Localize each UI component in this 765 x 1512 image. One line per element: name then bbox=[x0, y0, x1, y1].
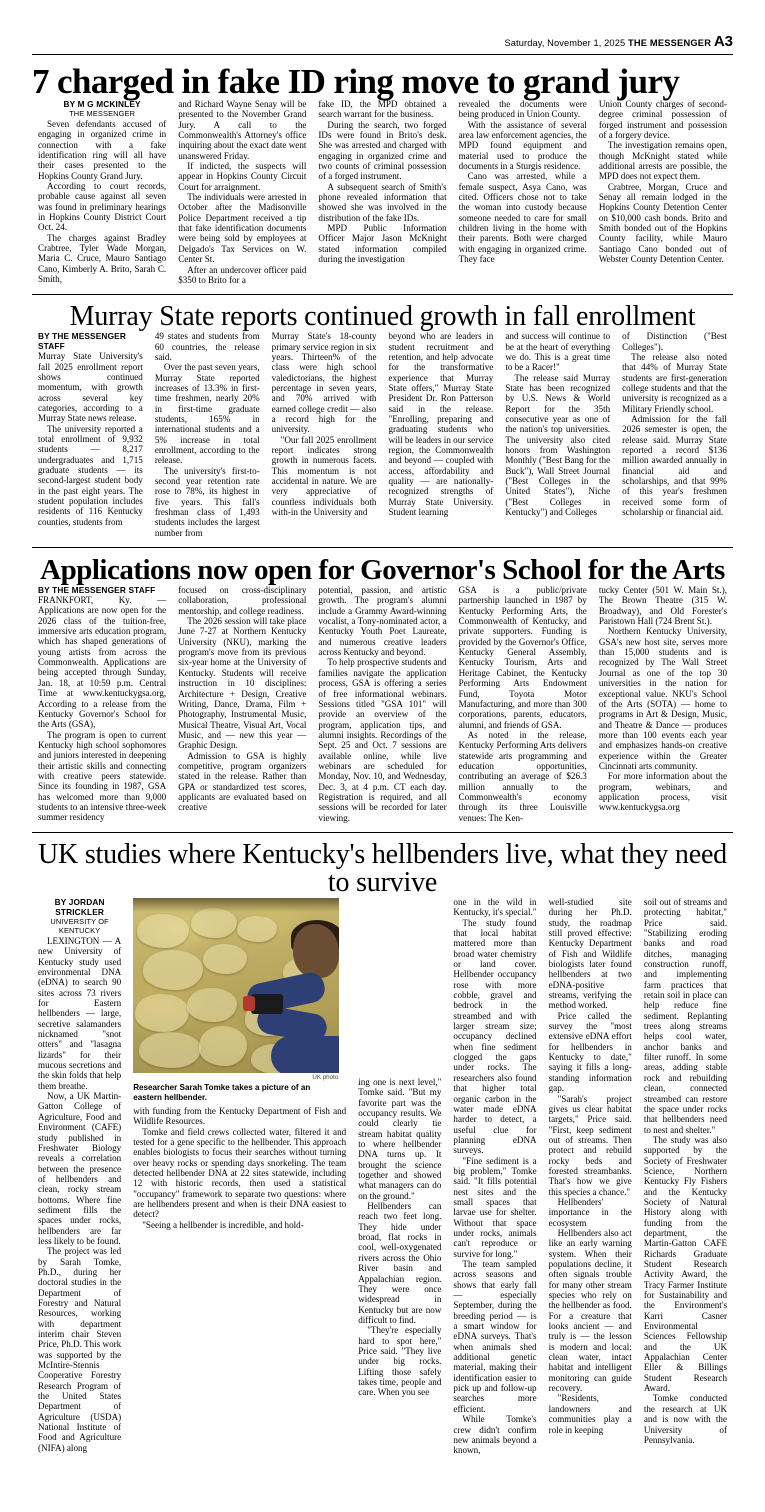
column-4-6 bbox=[638, 897, 733, 1456]
paragraph: Admission to GSA is highly competitive, program organizers stated in the release. Rather than GPA or standardized test scores, applicants are evaluated based on creative bbox=[178, 750, 307, 813]
paragraph: Murray State's 18-county primary service region in six years. Thirteen% of the class were high school valedictorians, the highest percentage in seven years, and 70% arrived with earned college credit — also a record high for the university. bbox=[271, 331, 377, 435]
paragraph: Seven defendants accused of engaging in organized crime in connection with a fake identification ring will all have their cases presented to the Hopkins County Grand Jury. bbox=[38, 119, 167, 181]
paragraph: Cano was arrested, while a female suspect, Asya Cano, was cited. Officers chose not to take the woman into custody because someone needed to care for small children living in the home with their parents. Both were charged with engaging in organized crime. They face bbox=[458, 171, 587, 265]
paragraph: The individuals were arrested in October after the Madisonville Police Department received a tip that fake identification documents were being sold by employees at Delgado's Tax Services on W. Center St. bbox=[178, 192, 307, 265]
byline-org-1: THE MESSENGER bbox=[69, 109, 136, 118]
paragraph: tucky Center (501 W. Main St.), The Brown Theatre (315 W. Broadway), and Old Forester's Paristown Hall (724 Brent St.). bbox=[598, 585, 728, 627]
headline-hellbenders: UK studies where Kentucky's hellbenders live, what they need to survive bbox=[38, 838, 727, 898]
paragraph: For more information about the program, webinars, and application process, visit www.kentuckygsa.org bbox=[598, 771, 728, 813]
column-1-3 bbox=[312, 99, 452, 285]
paragraph: Tomke conducted the research at UK and is now with the University of Pennsylvania. bbox=[643, 1393, 728, 1445]
article-governors-school bbox=[32, 556, 733, 823]
article-photo-block bbox=[133, 898, 339, 1103]
paragraph: The project was led by Sarah Tomke, Ph.D., during her doctoral studies in the Department of Forestry and Natural Resources, working with department interim chair Steven Price, Ph.D. This work was supported by the McIntire-Stennis Cooperative Forestry Research Program of the United States Department of Agriculture (USDA) National Institute of Food and Agriculture (NIFA) along bbox=[38, 1246, 122, 1453]
article-hellbenders bbox=[32, 838, 733, 1456]
column-2-4 bbox=[382, 331, 499, 538]
paragraph: GSA is a public/private partnership launched in 1987 by Kentucky Performing Arts, the Commonwealth of Kentucky, and private supporters. Funding is provided by the Governor's Office, Kentucky General Assembly, Kentucky Tourism, Arts and Heritage Cabinet, the Kentucky Performing Arts Endowment Fund, Toyota Motor Manufacturing, and more than 300 corporations, parents, educators, alumni, and friends of GSA. bbox=[458, 585, 587, 730]
paragraph: MPD Public Information Officer Major Jason McKnight stated information compiled during the investigation bbox=[318, 223, 447, 265]
paragraph: After an undercover officer paid $350 to Brito for a bbox=[178, 264, 307, 285]
masthead bbox=[32, 0, 733, 50]
byline-org-4: UNIVERSITY OF KENTUCKY bbox=[50, 916, 109, 935]
paragraph: The study found that local habitat mattered more than broad water chemistry or land cover. Hellbender occupancy rose with more cobble, gravel and bedrock in the streambed and with larger stream size; occupancy declined when fine sediment clogged the gaps under rocks. The researchers also found that higher total organic carbon in the water made eDNA harder to detect, a useful clue for planning eDNA surveys. bbox=[453, 917, 537, 1156]
paragraph: well-studied site during her Ph.D. study, the roadmap still proved effective: Kentucky Department of Fish and Wildlife biologists later found hellbenders at two eDNA-positive streams, verifying the method worked. bbox=[548, 896, 632, 1011]
paragraph: Over the past seven years, Murray State reported increases of 13.3% in first-time freshmen, nearly 20% in first-time graduate students, 165% in international students and a 5% increase in total enrollment, according to the release. bbox=[154, 362, 260, 466]
paragraph: The program is open to current Kentucky high school sophomores and juniors interested in deepening their artistic skills and connecting with creative peers statewide. Since its founding in 1987, GSA has welcomed more than 9,000 students to an intensive three-week summer residency bbox=[38, 729, 167, 823]
paragraph: with funding from the Kentucky Department of Fish and Wildlife Resources. bbox=[133, 1105, 347, 1127]
masthead-paper-name: THE MESSENGER bbox=[627, 38, 712, 48]
article-columns-4 bbox=[32, 897, 733, 1456]
column-1-5 bbox=[593, 99, 733, 285]
paragraph: one in the wild in Kentucky, it's special." bbox=[453, 896, 537, 918]
column-1-4 bbox=[453, 99, 593, 285]
paragraph: The study was also supported by the Society of Freshwater Science, Northern Kentucky Fly Fishers and the Kentucky Society of Natural History along with funding from the department, the Martin-Gatton CAFE Richards Graduate Student Research Activity Award, the Tracy Farmer Institute for Sustainability and the Environment's Karri Casner Environmental Sciences Fellowship and the UK Appalachian Center Eller & Billings Student Research Award. bbox=[643, 1134, 728, 1394]
column-4-5 bbox=[543, 897, 638, 1456]
section-divider bbox=[32, 294, 733, 295]
paragraph: According to court records, probable cause against all seven was found in preliminary hearings in Hopkins County District Court Oct. 24. bbox=[38, 181, 167, 233]
paragraph: soil out of streams and protecting habitat," Price said. "Stabilizing eroding banks and road ditches, managing construction runoff, and implementing farm practices that retain soil in place can help reduce fine sediment. Replanting trees along streams helps cool water, anchor banks and filter runoff. In some areas, adding stable rock and rebuilding clean, connected streambed can restore the space under rocks that hellbenders need to nest and shelter." bbox=[643, 896, 728, 1135]
paragraph: "Our fall 2025 enrollment report indicates strong growth in numerous facets. This momentum is not accidental in nature. We are very appreciative of countless individuals both with-in the University and bbox=[271, 434, 377, 518]
masthead-rule bbox=[32, 54, 733, 55]
article-columns-2 bbox=[32, 331, 733, 538]
column-2-2 bbox=[149, 331, 266, 538]
paragraph: Now, a UK Martin-Gatton College of Agriculture, Food and Environment (CAFE) study published in Freshwater Biology reveals a correlation between the presence of hellbenders and clean, rocky stream bottoms. Where fine sediment fills the spaces under rocks, hellbenders are far less likely to be found. bbox=[38, 1091, 122, 1246]
paragraph: Hellbenders also act like an early warning system. When their populations decline, it often signals trouble for many other stream species who rely on the hellbender as food. For a creature that looks ancient — and truly is — the lesson is modern and local: clean water, intact habitat and intelligent monitoring can guide recovery. bbox=[548, 1227, 632, 1394]
paragraph: fake ID, the MPD obtained a search warrant for the business. bbox=[318, 99, 447, 120]
masthead-date: Saturday, November 1, 2025 bbox=[504, 38, 626, 48]
paragraph: With the assistance of several area law enforcement agencies, the MPD found equipment and material used to produce the documents in a Sturgis residence. bbox=[458, 119, 587, 172]
column-2-6 bbox=[616, 331, 733, 538]
column-3-4 bbox=[453, 585, 593, 823]
paragraph: Admission for the fall 2026 semester is open, the release said. Murray State reported a record $136 million awarded annually in financial aid and scholarships, and that 99% of this year's freshmen received some form of scholarship or financial aid. bbox=[622, 413, 727, 518]
paragraph: "Residents, landowners and communities play a role in keeping bbox=[548, 1393, 632, 1435]
column-3-3 bbox=[312, 585, 452, 823]
paragraph: The university reported a total enrollment of 9,932 students — 8,217 undergraduates and 1,715 graduate students — its second-largest student body in the past eight years. The student population includes residents of 116 Kentucky counties, students from bbox=[38, 423, 143, 527]
paragraph: Union County charges of second-degree criminal possession of forged instrument and possession of a forgery device. bbox=[598, 99, 728, 141]
camera-body bbox=[251, 994, 283, 1014]
stream-researcher-photo bbox=[133, 898, 339, 1073]
column-4-2 bbox=[127, 897, 352, 1456]
byline-author-2: BY THE MESSENGER STAFF bbox=[38, 331, 126, 352]
column-2-3 bbox=[266, 331, 383, 538]
paragraph: The release also noted that 44% of Murray State students are first-generation college students and that the university is recognized as a Military Friendly school. bbox=[622, 351, 727, 414]
paragraph: The university's first-to-second year retention rate rose to 78%, its highest in five years. This fall's freshman class of 1,493 students includes the largest number from bbox=[154, 465, 260, 538]
column-1-2 bbox=[172, 99, 312, 285]
article-murray-state bbox=[32, 303, 733, 538]
column-2-5 bbox=[499, 331, 616, 538]
paragraph: If indicted, the suspects will appear in Hopkins County Circuit Court for arraignment. bbox=[178, 161, 307, 192]
paragraph: FRANKFORT, Ky. — Applications are now open for the 2026 class of the tuition-free, immersive arts education program, which has shaped generations of young artists from across the Commonwealth. Applications are being accepted through Sunday, Jan. 18, at 10:59 p.m. Central Time at www.kentuckygsa.org, According to a release from the Kentucky Governor's School for the Arts (GSA), bbox=[38, 595, 167, 730]
paragraph: and success will continue to be at the heart of everything we do. This is a great time to be a Racer!" bbox=[505, 331, 611, 373]
headline-murray-state: Murray State reports continued growth in fall enrollment bbox=[69, 301, 696, 333]
researcher-head bbox=[293, 924, 339, 978]
paragraph: of Distinction ("Best Colleges"). bbox=[622, 331, 727, 352]
paragraph: focused on cross-disciplinary collaboration, professional mentorship, and college readiness. bbox=[178, 585, 307, 616]
camera-lens bbox=[243, 996, 255, 1011]
paragraph: Hellbenders' importance in the ecosystem bbox=[548, 1196, 632, 1228]
paragraph: potential, passion, and artistic growth. The program's alumni include a Grammy Award-winning vocalist, a Tony-nominated actor, a Kentucky Youth Poet Laureate, and numerous creative leaders across Kentucky and beyond. bbox=[318, 585, 447, 658]
byline-author-1: BY M G MCKINLEY bbox=[63, 99, 141, 109]
photo-credit: UK photo bbox=[312, 1073, 339, 1081]
photo-top-shadow bbox=[133, 898, 339, 912]
section-divider bbox=[32, 547, 733, 548]
paragraph: and Richard Wayne Senay will be presented to the November Grand Jury. A call to the Commonwealth's Attorney's office inquiring about the exact date went unanswered Friday. bbox=[178, 99, 307, 161]
masthead-page-number: A3 bbox=[713, 33, 733, 50]
paragraph: Murray State University's fall 2025 enrollment report shows continued momentum, with growth across several key categories, according to a Murray State news release. bbox=[38, 351, 143, 424]
paragraph: LEXINGTON — A new University of Kentucky study used environmental DNA (eDNA) to search 90 sites across 73 rivers for Eastern hellbenders — large, secretive salamanders nicknamed "snot otters" and "lasagna lizards" for their mucous secretions and the skin folds that help them breathe. bbox=[38, 935, 122, 1091]
paragraph: The 2026 session will take place June 7-27 at Northern Kentucky University (NKU), marking the program's move from its previous six-year home at the University of Kentucky. Students will receive instruction in 10 disciplines: Architecture + Design, Creative Writing, Dance, Drama, Film + Photography, Instrumental Music, Musical Theatre, Visual Art, Vocal Music, and — new this year — Graphic Design. bbox=[178, 616, 307, 751]
section-divider bbox=[32, 832, 733, 833]
paragraph: Hellbenders can reach two feet long. They hide under broad, flat rocks in cool, well-oxygenated rivers across the Ohio River basin and Appalachian region. They were once widespread in Kentucky but are now difficult to find. bbox=[358, 1201, 442, 1325]
paragraph: During the search, two forged IDs were found in Brito's desk. She was arrested and charged with engaging in organized crime and two counts of criminal possession of a forged instrument. bbox=[318, 119, 447, 182]
column-3-5 bbox=[593, 585, 733, 823]
photo-caption: Researcher Sarah Tomke takes a picture of an eastern hellbender. bbox=[133, 1082, 311, 1102]
paragraph: Northern Kentucky University, GSA's new host site, serves more than 15,000 students and is recognized by The Wall Street Journal as one of the top 30 universities in the nation for exceptional value. NKU's School of the Arts (SOTA) — home to programs in Art & Design, Music, and Theatre & Dance — produces more than 100 events each year and emphasizes hands-on creative experience within the Greater Cincinnati arts community. bbox=[598, 626, 728, 771]
paragraph: The release said Murray State has been recognized by U.S. News & World Report for the 35th consecutive year as one of the nation's top universities. The university also cited honors from Washington Monthly ("Best Bang for the Buck"), Wall Street Journal ("Best Colleges in the United States"), Niche ("Best Colleges in Kentucky") and Colleges bbox=[505, 372, 611, 518]
paragraph: As noted in the release, Kentucky Performing Arts delivers statewide arts programming and education opportunities, contributing an average of $26.3 million annually to the Commonwealth's economy through its three Louisville venues: The Ken- bbox=[458, 729, 587, 823]
paragraph: Tomke and field crews collected water, filtered it and tested for a gene specific to the hellbender. This approach enables biologists to focus their searches without turning over heavy rocks or spending days snorkeling. The team detected hellbender DNA at 22 sites statewide, including 12 with historic records, then used a statistical "occupancy" framework to separate two questions: where are hellbenders present and when is their DNA easiest to detect? bbox=[133, 1126, 347, 1220]
paragraph: The charges against Bradley Crabtree, Tyler Wade Morgan, Maria C. Cruce, Mauro Santiago Cano, Kimberly A. Brito, Sarah C. Smith, bbox=[38, 232, 167, 285]
paragraph: The investigation remains open, though McKnight stated while additional arrests are possible, the MPD does not expect them. bbox=[598, 140, 728, 182]
paragraph: Crabtree, Morgan, Cruce and Senay all remain lodged in the Hopkins County Detention Center on $10,000 cash bonds. Brito and Smith bonded out of the Hopkins County facility, while Mauro Santiago Cano bonded out of Webster County Detention Center. bbox=[598, 181, 728, 265]
paragraph: While Tomke's crew didn't confirm new animals beyond a known, bbox=[453, 1414, 537, 1456]
column-3-1 bbox=[32, 585, 172, 823]
paragraph: A subsequent search of Smith's phone revealed information that showed she was involved in the distribution of the fake IDs. bbox=[318, 181, 447, 223]
paragraph: To help prospective students and families navigate the application process, GSA is offering a series of free informational webinars. Sessions titled "GSA 101" will provide an overview of the program, application tips, and alumni insights. Recordings of the Sept. 25 and Oct. 7 sessions are available online, while live webinars are scheduled for Monday, Nov. 10, and Wednesday, Dec. 3, at 4 p.m. CT each day. Registration is required, and all sessions will be recorded for later viewing. bbox=[318, 657, 447, 823]
column-4-1 bbox=[32, 897, 127, 1456]
researcher-torso bbox=[271, 1036, 339, 1073]
column-3-2 bbox=[172, 585, 312, 823]
article-columns-1 bbox=[32, 99, 733, 285]
paragraph: "Sarah's project gives us clear habitat targets," Price said. "First, keep sediment out of streams. Then protect and rebuild rocky beds and forested streambanks. That's how we give this species a chance." bbox=[548, 1093, 632, 1197]
article-fake-id-ring bbox=[32, 64, 733, 285]
column-1-1 bbox=[32, 99, 172, 285]
column-4-4 bbox=[447, 897, 542, 1456]
paragraph: "Fine sediment is a big problem," Tomke said. "It fills potential nest sites and the small spaces that larvae use for shelter. Without that space under rocks, animals can't reproduce or survive for long." bbox=[453, 1155, 537, 1259]
paragraph: The team sampled across seasons and shows that early fall — especially September, during the breeding period — is a smart window for eDNA surveys. That's when animals shed additional genetic material, making their identification easier to pick up and follow-up searches more efficient. bbox=[453, 1259, 537, 1414]
headline-governors-school: Applications now open for Governor's School for the Arts bbox=[40, 554, 725, 587]
paragraph: "Seeing a hellbender is incredible, and hold- bbox=[142, 1219, 304, 1230]
paragraph: revealed the documents were being produced in Union County. bbox=[458, 99, 587, 120]
paragraph: Price called the survey the "most extensive eDNA effort for hellbenders in Kentucky to date," saying it fills a long-standing information gap. bbox=[548, 1010, 632, 1094]
paragraph: "They're especially hard to spot here," Price said. "They live under big rocks. Lifting those safely takes time, people and care. When you see bbox=[358, 1325, 442, 1398]
column-4-3 bbox=[352, 897, 447, 1456]
paragraph: ing one is next level," Tomke said. "But my favorite part was the occupancy results. We could clearly tie stream habitat quality to where hellbender DNA turns up. It brought the science together and showed what managers can do on the ground." bbox=[358, 1076, 442, 1201]
column-2-1 bbox=[32, 331, 149, 538]
byline-author-4: BY JORDAN STRICKLER bbox=[54, 896, 105, 917]
headline-fake-id-ring: 7 charged in fake ID ring move to grand jury bbox=[32, 62, 680, 101]
researcher-figure bbox=[241, 924, 339, 1073]
paragraph: beyond who are leaders in student recruitment and retention, and help advocate for the transformative experience that Murray State offers," Murray State President Dr. Ron Patterson said in the release. "Enrolling, preparing and graduating students who will be leaders in our service region, the Commonwealth and beyond — coupled with access, affordability and quality — are nationally-recognized strengths of Murray State University. Student learning bbox=[388, 331, 494, 518]
paragraph: 49 states and students from 60 countries, the release said. bbox=[154, 331, 260, 362]
article-columns-3 bbox=[32, 585, 733, 823]
byline-author-3: BY THE MESSENGER STAFF bbox=[38, 585, 156, 596]
